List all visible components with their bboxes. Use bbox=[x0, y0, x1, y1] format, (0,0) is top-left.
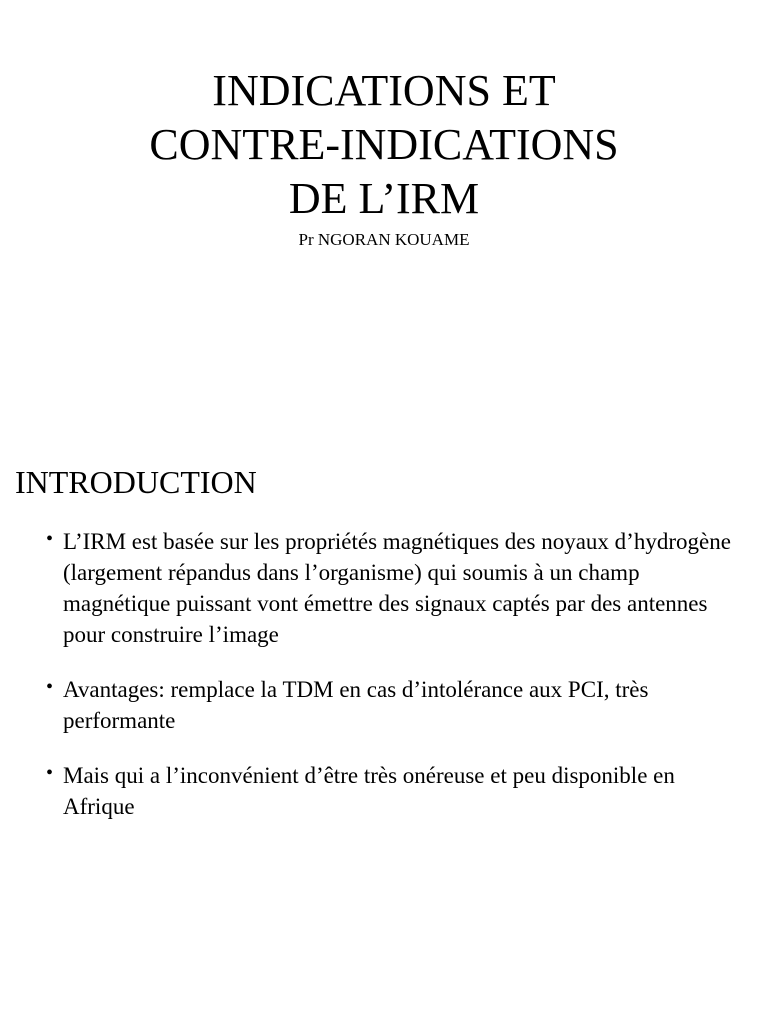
bullet-text: L’IRM est basée sur les propriétés magnétiques des noyaux d’hydrogène (largement répandus dans l’organisme) qui soumis à un champ magnétique puissant vont émettre des signaux captés par des antennes pour construire l’image bbox=[63, 529, 731, 647]
bullet-item bbox=[46, 674, 746, 736]
slide-title bbox=[0, 64, 768, 226]
title-line: CONTRE-INDICATIONS bbox=[149, 120, 619, 169]
author-name: Pr NGORAN KOUAME bbox=[298, 230, 470, 249]
bullet-text: Mais qui a l’inconvénient d’être très onéreuse et peu disponible en Afrique bbox=[63, 763, 675, 819]
title-line: INDICATIONS ET bbox=[212, 66, 556, 115]
bullet-item bbox=[46, 526, 746, 650]
bullet-list bbox=[46, 526, 746, 846]
title-slide bbox=[0, 0, 768, 430]
bullet-text: Avantages: remplace la TDM en cas d’intolérance aux PCI, très performante bbox=[63, 677, 649, 733]
introduction-slide bbox=[0, 430, 768, 1024]
section-heading: INTRODUCTION bbox=[15, 464, 257, 500]
bullet-icon: • bbox=[46, 762, 54, 784]
title-line: DE L’IRM bbox=[288, 174, 480, 223]
bullet-icon: • bbox=[46, 676, 54, 698]
bullet-item bbox=[46, 760, 746, 822]
bullet-icon: • bbox=[46, 528, 54, 550]
